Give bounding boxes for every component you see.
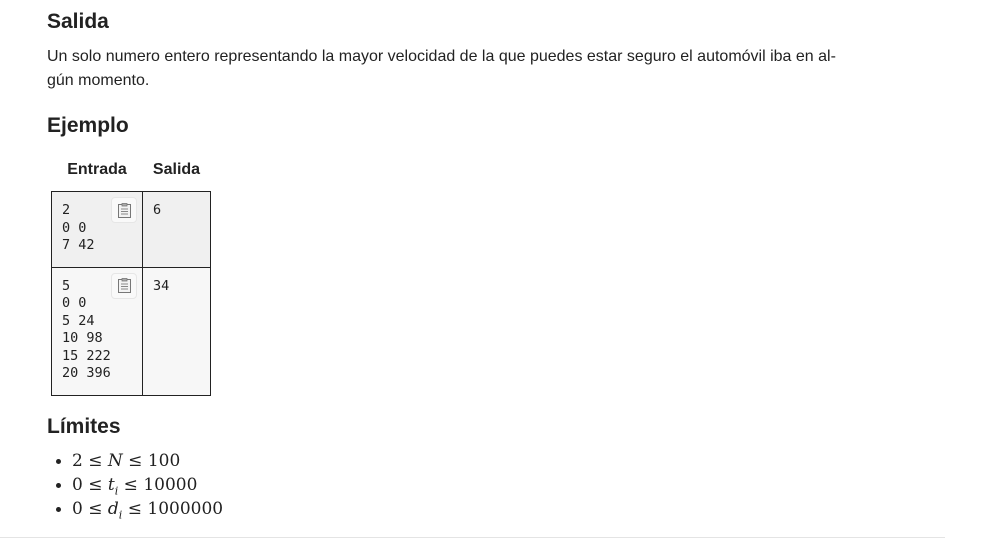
clipboard-icon: [118, 278, 131, 293]
output-description: [47, 45, 857, 93]
example-input-text: 2 0 0 7 42: [62, 202, 95, 253]
limits-heading: Límites: [47, 415, 121, 438]
output-heading: Salida: [47, 10, 109, 33]
example-input-text: 5 0 0 5 24 10 98 15 222 20 396: [62, 277, 111, 381]
limit-item: 2 ≤ N ≤ 100: [52, 449, 223, 473]
limit-item: $0 \le d_i \le 1000000$: [52, 497, 223, 521]
example-row: [52, 192, 211, 268]
example-output-cell: 6: [143, 192, 211, 268]
copy-input-button[interactable]: [111, 197, 137, 223]
example-heading: Ejemplo: [47, 114, 129, 137]
limit-item: $0 \le t_i \le 10000$: [52, 473, 223, 497]
example-row: [52, 267, 211, 395]
copy-input-button[interactable]: [111, 273, 137, 299]
limits-list: [52, 449, 223, 521]
example-input-cell: [52, 192, 143, 268]
example-input-cell: [52, 267, 143, 395]
examples-table: [51, 155, 211, 396]
bottom-divider: [0, 537, 945, 538]
example-output-cell: 34: [143, 267, 211, 395]
output-description-line1: Un solo numero entero representando la mayor velocidad de la que puedes estar seguro el automóvil iba en al-: [47, 48, 836, 65]
column-header-output: Salida: [152, 161, 201, 178]
clipboard-icon: [118, 203, 131, 218]
column-header-input: Entrada: [67, 161, 127, 178]
output-description-line2: gún momento.: [47, 72, 150, 89]
